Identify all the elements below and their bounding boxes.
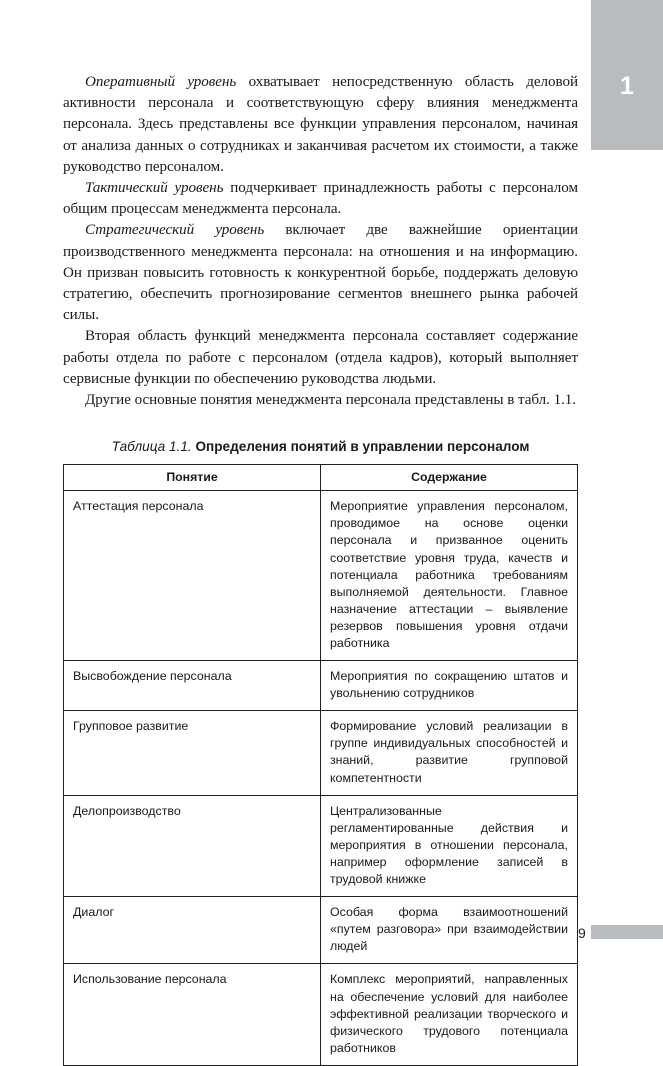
table-cell-term: Использование персонала	[64, 964, 321, 1065]
table-header-row	[64, 465, 578, 491]
table-cell-term: Групповое развитие	[64, 711, 321, 795]
paragraph-second-area-text: Вторая область функций менеджмента персонала составляет содержание работы отдела по работе с персоналом (отдела кадров), который выполняет сервисные функции по обеспечению руководства людьми.	[63, 328, 578, 387]
table-header-definition: Содержание	[321, 465, 578, 491]
paragraph-other-concepts-text: Другие основные понятия менеджмента персонала представлены в табл. 1.1.	[85, 392, 577, 409]
term-operational-level: Оперативный уровень	[85, 74, 237, 90]
table-caption-label: Таблица 1.1.	[111, 439, 192, 455]
table-cell-definition: Мероприятия по сокращению штатов и увольнению сотрудников	[321, 661, 578, 711]
term-strategic-level: Стратегический уровень	[85, 222, 265, 239]
table-cell-definition: Формирование условий реализации в группе индивидуальных способностей и знаний, развитие групповой компетентности	[321, 711, 578, 795]
table-row	[64, 795, 578, 896]
table-row	[64, 711, 578, 795]
table-caption-title: Определения понятий в управлении персоналом	[195, 439, 530, 455]
page-number: 9	[578, 925, 586, 941]
term-tactical-level: Тактический уровень	[85, 180, 224, 197]
table-cell-definition: Комплекс мероприятий, направленных на обеспечение условий для наиболее эффективной реализации творческого и физического трудового потенциала работников	[321, 964, 578, 1065]
table-row	[64, 491, 578, 661]
page-footer	[0, 923, 663, 941]
paragraph-second-area	[63, 326, 578, 390]
definitions-table	[63, 464, 578, 1066]
table-cell-definition: Особая форма взаимоотношений «путем разговора» при взаимодействии людей	[321, 897, 578, 964]
table-cell-term: Делопроизводство	[64, 795, 321, 896]
table-cell-definition: Централизованные регламентированные действия и мероприятия в отношении персонала, например оформление записей в трудовой книжке	[321, 795, 578, 896]
table-head	[64, 465, 578, 491]
table-cell-term: Диалог	[64, 897, 321, 964]
table-header-term: Понятие	[64, 465, 321, 491]
table-row	[64, 964, 578, 1065]
table-body	[64, 491, 578, 1066]
paragraph-operational-text: охватывает непосредственную область деловой активности персонала и соответствующую сферу влияния менеджмента персонала. Здесь представлены все функции управления персоналом, начиная от анализа данных о сотрудниках и заканчивая расчетом их стоимости, а также руководство персоналом.	[63, 74, 578, 175]
chapter-number: 1	[620, 72, 634, 100]
table-row	[64, 661, 578, 711]
table-caption	[63, 438, 578, 456]
paragraph-strategic-text: включает две важнейшие ориентации производственного менеджмента персонала: на отношения и на информацию. Он призван повысить готовность к конкурентной борьбе, поддержать деловую стратегию, обеспечить прогнозирование сегментов внешнего рынка рабочей силы.	[63, 222, 578, 324]
paragraph-tactical-text: подчеркивает принадлежность работы с персоналом общим процессам менеджмента персонала.	[63, 180, 578, 218]
table-cell-term: Высвобождение персонала	[64, 661, 321, 711]
table-cell-term: Аттестация персонала	[64, 491, 321, 661]
footer-accent-bar	[591, 925, 663, 939]
table-cell-definition: Мероприятие управления персоналом, проводимое на основе оценки персонала и призванное оценить соответствие уровня труда, качеств и потенциала работника требованиям выполняемой деятельности. Главное назначение аттестации – выявление резервов повышения уровня отдачи работника	[321, 491, 578, 661]
page-content	[63, 72, 578, 1066]
paragraph-other-concepts	[63, 390, 578, 411]
paragraph-tactical	[63, 178, 578, 220]
paragraph-strategic	[63, 220, 578, 326]
paragraph-operational	[63, 72, 578, 178]
